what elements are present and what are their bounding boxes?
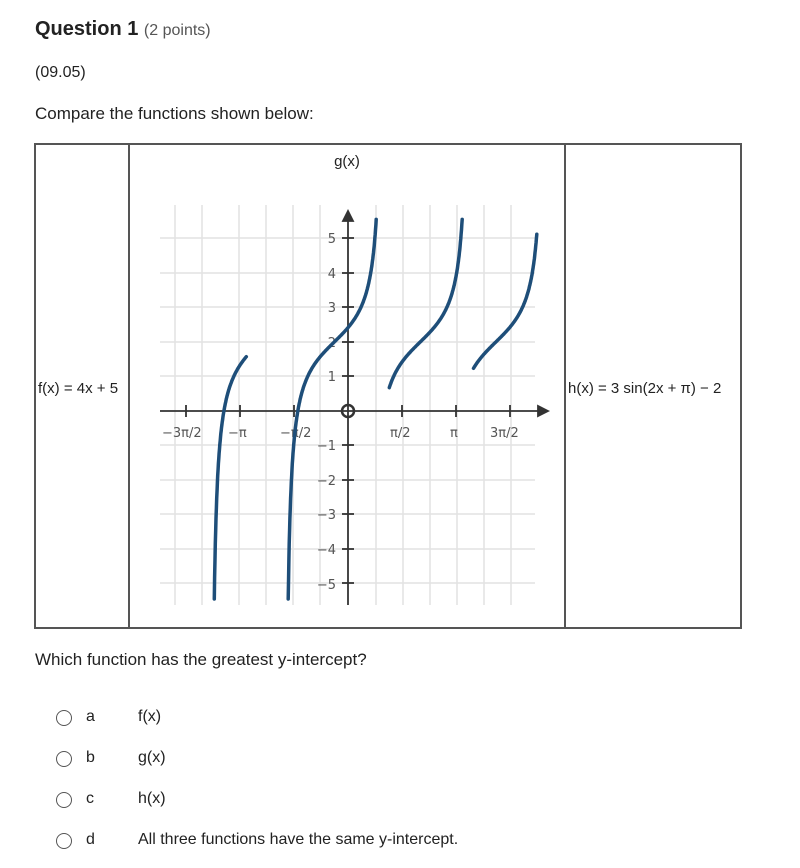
option-letter: b	[86, 749, 95, 766]
option-letter: c	[86, 790, 94, 807]
x-tick-label: −3π/2	[162, 426, 202, 441]
option-text: All three functions have the same y-intercept.	[138, 831, 459, 848]
x-tick-label: π	[450, 426, 458, 441]
g-curve-branch	[389, 219, 462, 387]
x-tick-label: π/2	[390, 426, 411, 441]
f-cell	[36, 145, 130, 627]
x-tick-label: −π/2	[280, 426, 312, 441]
g-graph	[130, 145, 566, 629]
y-tick-label: −2	[316, 474, 336, 489]
f-function-label: f(x) = 4x + 5	[38, 380, 119, 397]
axes	[160, 211, 548, 605]
question-ask: Which function has the greatest y-intercept?	[35, 650, 367, 669]
y-tick-label: 3	[327, 301, 336, 316]
g-curve-branch	[474, 234, 537, 368]
y-tick-label: −1	[316, 439, 336, 454]
radio-d[interactable]	[56, 833, 72, 849]
h-cell	[566, 145, 740, 627]
y-tick-label: −4	[316, 543, 336, 558]
h-function-label: h(x) = 3 sin(2x + π) − 2	[568, 380, 722, 397]
radio-a[interactable]	[56, 710, 72, 726]
option-letter: d	[86, 831, 95, 848]
functions-table	[34, 143, 742, 629]
y-tick-label: 5	[327, 232, 336, 247]
x-tick-label: 3π/2	[490, 426, 519, 441]
question-points: (2 points)	[143, 22, 211, 39]
option-letter: a	[86, 708, 95, 725]
question-prompt: Compare the functions shown below:	[35, 104, 314, 123]
x-tick-label: −π	[228, 426, 247, 441]
g-function-label: g(x)	[334, 153, 360, 170]
g-cell	[130, 145, 566, 627]
y-tick-label: 2	[327, 336, 336, 351]
option-text: g(x)	[138, 749, 166, 766]
y-tick-label: 1	[327, 370, 336, 385]
y-tick-label: −3	[316, 508, 336, 523]
option-text: h(x)	[138, 790, 166, 807]
question-title	[35, 18, 211, 41]
radio-c[interactable]	[56, 792, 72, 808]
question-code: (09.05)	[35, 64, 86, 81]
radio-b[interactable]	[56, 751, 72, 767]
option-text: f(x)	[138, 708, 162, 725]
y-tick-label: 4	[327, 267, 336, 282]
question-number: Question 1	[35, 18, 139, 40]
y-tick-label: −5	[316, 578, 336, 593]
g-curve-branch	[214, 357, 246, 599]
